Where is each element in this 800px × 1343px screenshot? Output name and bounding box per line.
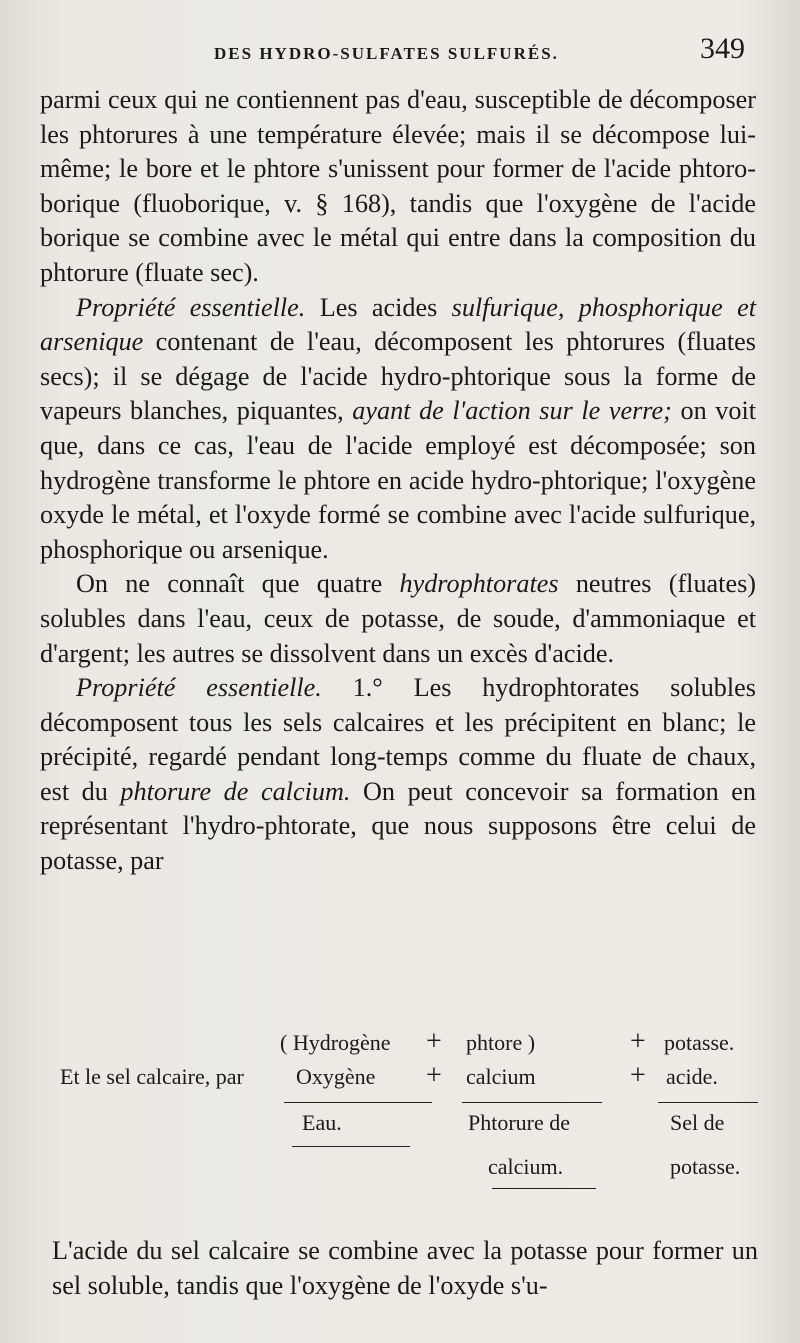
paragraph-4 xyxy=(40,671,756,879)
eq-potasse: potasse. xyxy=(664,1030,735,1055)
eq-plus-1b: + xyxy=(630,1026,646,1057)
eq-rule-1 xyxy=(284,1102,432,1103)
eq-rule-eau xyxy=(292,1146,410,1147)
paragraph-2-text-2: contenant de l'eau, décomposent les phtorures (fluates secs); il se dégage de l'acide hydro-phtorique sous la forme de vapeurs blanches, piquantes, xyxy=(40,327,756,426)
paragraph-4-text-2: On peut concevoir sa formation en représentant l'hydro-phtorate, que nous supposons être celui de potasse, par xyxy=(40,776,756,876)
paragraph-2-text-3: on voit que, dans ce cas, l'eau de l'acide employé est décomposée; son hydrogène transforme le phtore en acide hydro-phtorique; l'oxygène oxyde le métal, et l'oxyde formé se combine avec l'acide sulfurique, phosphorique ou arsenique. xyxy=(40,396,756,564)
eq-plus-1a: + xyxy=(426,1026,442,1057)
paragraph-2-italic: ayant de l'action sur le verre; xyxy=(352,396,672,426)
reaction-scheme xyxy=(56,1026,766,1190)
main-text xyxy=(40,83,756,879)
paragraph-3 xyxy=(40,567,756,671)
eq-rule-2 xyxy=(462,1102,602,1103)
eq-plus-2b: + xyxy=(630,1060,646,1091)
paragraph-1: parmi ceux qui ne contiennent pas d'eau, susceptible de décomposer les phtorures à une température élevée; mais il se décompose lui-même; le bore et le phtore s'unissent pour former de l'acide phtoro-borique (fluoborique, v. § 168), tandis que l'oxygène de l'acide borique se combine avec le métal qui entre dans la composition du phtorure (fluate sec). xyxy=(40,85,756,287)
eq-row2-label: Et le sel calcaire, par xyxy=(60,1064,244,1089)
eq-acide: acide. xyxy=(666,1064,718,1089)
eq-phtore: phtore ) xyxy=(466,1030,536,1055)
paragraph-2 xyxy=(40,291,756,568)
eq-result-phtorure: Phtorure de xyxy=(468,1110,571,1135)
paragraph-2-acids: sulfurique, phosphorique et arsenique xyxy=(40,292,756,357)
page-header xyxy=(0,30,800,70)
eq-rule-3 xyxy=(658,1102,758,1103)
paragraph-3-text-2: neutres (fluates) solubles dans l'eau, ceux de potasse, de soude, d'ammoniaque et d'argent; les autres se dissolvent dans un excès d'acide. xyxy=(40,569,756,668)
eq-oxygene: Oxygène xyxy=(296,1064,376,1089)
paragraph-5: L'acide du sel calcaire se combine avec la potasse pour former un sel soluble, tandis que l'oxygène de l'oxyde s'u- xyxy=(52,1236,758,1300)
eq-hydrogene: ( Hydrogène xyxy=(280,1030,391,1055)
eq-result-sel: Sel de xyxy=(670,1110,725,1135)
paragraph-4-lead: Propriété essentielle. xyxy=(76,673,322,703)
eq-result-calcium: calcium. xyxy=(488,1154,564,1179)
closing-text xyxy=(52,1234,758,1303)
eq-result-eau: Eau. xyxy=(302,1110,342,1135)
paragraph-3-text-1: On ne connaît que quatre xyxy=(76,569,400,599)
eq-plus-2a: + xyxy=(426,1060,442,1091)
paragraph-4-italic: phtorure de calcium. xyxy=(120,776,351,806)
paragraph-4-text-1: 1.° Les hydrophtorates solubles décomposent tous les sels calcaires et les précipitent en blanc; le précipité, regardé pendant long-temps comme du fluate de chaux, est du xyxy=(40,673,756,806)
paragraph-3-italic: hydrophtorates xyxy=(399,569,559,599)
eq-result-potasse: potasse. xyxy=(670,1154,741,1179)
paragraph-2-lead: Propriété essentielle. xyxy=(76,292,306,322)
eq-calcium: calcium xyxy=(466,1064,536,1089)
eq-rule-calcium xyxy=(492,1188,596,1189)
running-head: DES HYDRO-SULFATES SULFURÉS. xyxy=(214,44,559,63)
page-number: 349 xyxy=(700,32,745,65)
paragraph-2-text-1: Les acides xyxy=(305,292,452,322)
